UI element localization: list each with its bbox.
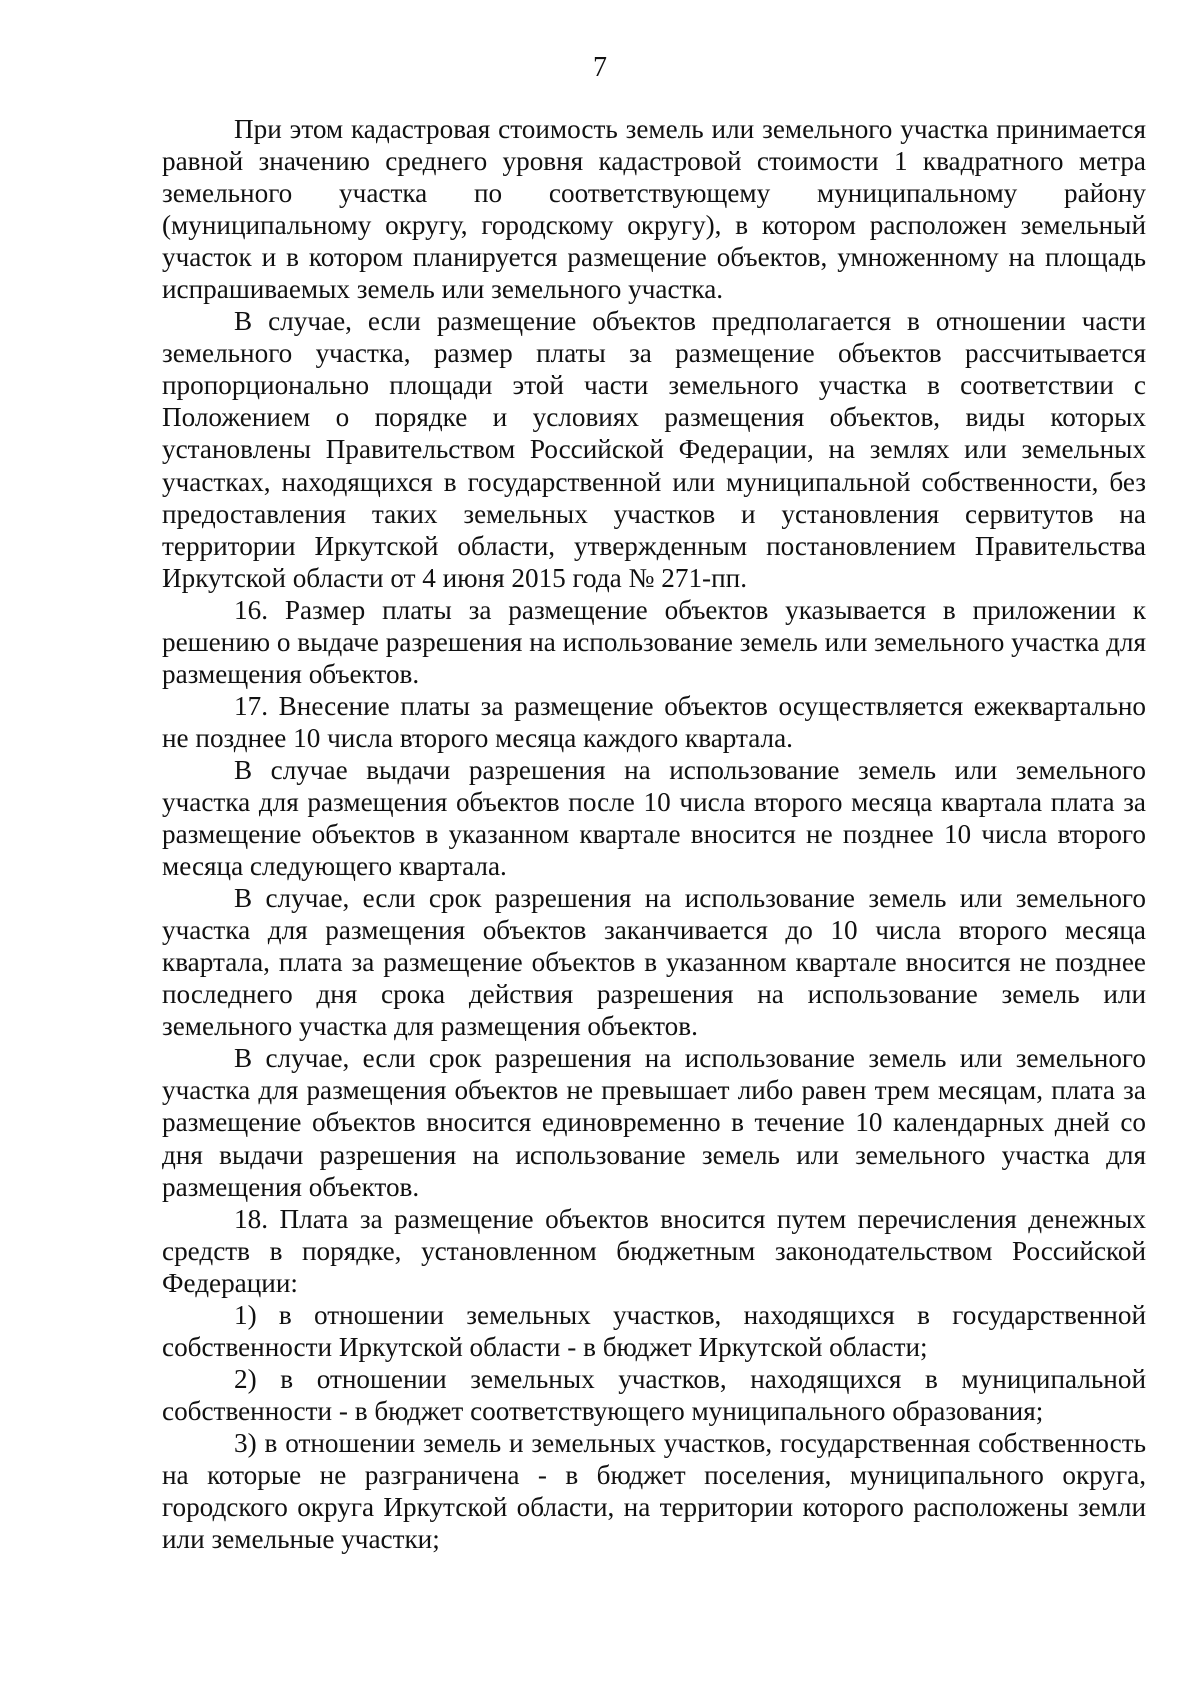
list-item-2: 2) в отношении земельных участков, находящихся в муниципальной собственности - в бюджет соответствующего муниципального образования; <box>162 1363 1146 1426</box>
paragraph-item-18: 18. Плата за размещение объектов вносится путем перечисления денежных средств в порядке, установленном бюджетным законодательством Российской Федерации: <box>162 1203 1146 1298</box>
paragraph-part-of-plot: В случае, если размещение объектов предполагается в отношении части земельного участка, размер платы за размещение объектов рассчитывается пропорционально площади этой части земельного участка в соответствии с Положением о порядке и условиях размещения объектов, виды которых установлены Правительством Российской Федерации, на землях или земельных участках, находящихся в государственной или муниципальной собственности, без предоставления таких земельных участков и установления сервитутов на территории Иркутской области, утвержденным постановлением Правительства Иркутской области от 4 июня 2015 года № 271-пп. <box>162 306 1146 593</box>
document-body <box>162 113 1146 1555</box>
paragraph-item-16: 16. Размер платы за размещение объектов указывается в приложении к решению о выдаче разрешения на использование земель или земельного участка для размещения объектов. <box>162 594 1146 689</box>
paragraph-item-17: 17. Внесение платы за размещение объектов осуществляется ежеквартально не позднее 10 числа второго месяца каждого квартала. <box>162 690 1146 753</box>
paragraph-three-months: В случае, если срок разрешения на использование земель или земельного участка для размещения объектов не превышает либо равен трем месяцам, плата за размещение объектов вносится единовременно в течение 10 календарных дней со дня выдачи разрешения на использование земель или земельного участка для размещения объектов. <box>162 1043 1146 1202</box>
list-item-3: 3) в отношении земель и земельных участков, государственная собственность на которые не разграничена - в бюджет поселения, муниципального округа, городского округа Иркутской области, на территории которого расположены земли или земельные участки; <box>162 1427 1146 1555</box>
list-item-1: 1) в отношении земельных участков, находящихся в государственной собственности Иркутской области - в бюджет Иркутской области; <box>162 1299 1146 1362</box>
paragraph-ends-before-10th: В случае, если срок разрешения на использование земель или земельного участка для размещения объектов заканчивается до 10 числа второго месяца квартала, плата за размещение объектов в указанном квартале вносится не позднее последнего дня срока действия разрешения на использование земель или земельного участка для размещения объектов. <box>162 883 1146 1042</box>
paragraph-cadastral-value: При этом кадастровая стоимость земель или земельного участка принимается равной значению среднего уровня кадастровой стоимости 1 квадратного метра земельного участка по соответствующему муниципальному району (муниципальному округу, городскому округу), в котором расположен земельный участок и в котором планируется размещение объектов, умноженному на площадь испрашиваемых земель или земельного участка. <box>162 114 1146 305</box>
paragraph-after-10th: В случае выдачи разрешения на использование земель или земельного участка для размещения объектов после 10 числа второго месяца квартала плата за размещение объектов в указанном квартале вносится не позднее 10 числа второго месяца следующего квартала. <box>162 754 1146 882</box>
page-number: 7 <box>593 52 607 83</box>
